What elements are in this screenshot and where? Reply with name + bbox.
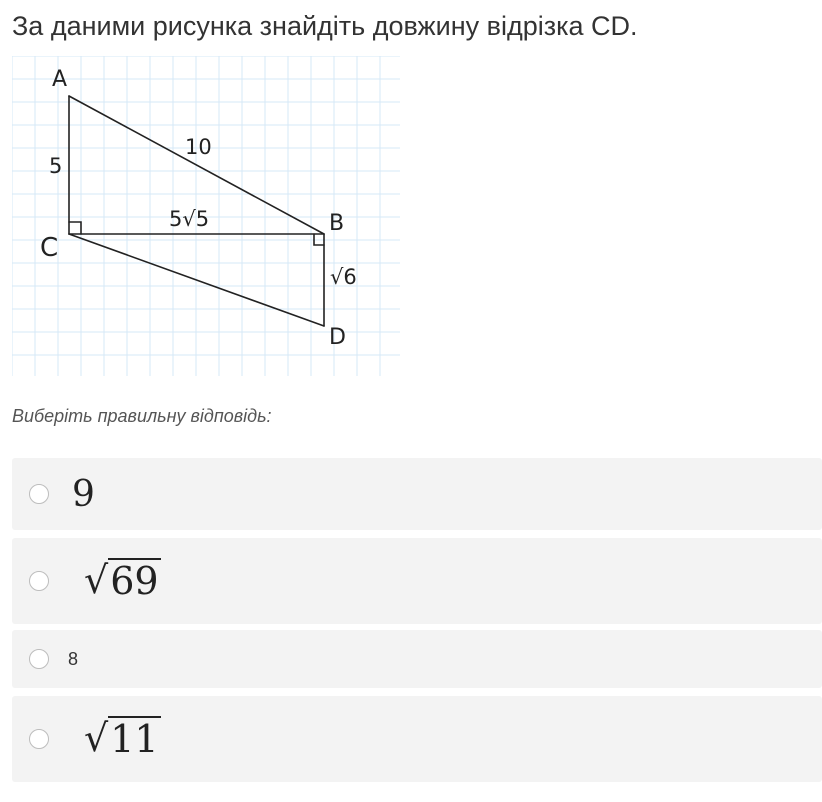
option-1-label: 9 [72,474,95,515]
sqrt-symbol: √ [84,558,109,602]
sqrt-symbol: √ [84,716,109,760]
option-2-label: 69 [110,559,159,603]
option-3[interactable] [12,630,822,688]
label-ac: 5 [49,154,63,178]
label-bd: √6 [330,265,357,289]
point-a-label: A [52,67,68,92]
option-4-radio[interactable] [29,729,49,749]
question-text: За даними рисунка знайдіть довжину відрізка CD. [12,11,638,41]
point-d-label: D [329,325,346,350]
label-cb: 5√5 [169,207,210,231]
option-4[interactable] [12,696,822,782]
option-4-label: 11 [110,717,159,761]
option-2[interactable] [12,538,822,624]
geometry-figure [12,56,400,376]
option-3-label: 8 [68,649,79,669]
answer-prompt: Виберіть правильну відповідь: [12,406,272,426]
option-4-math [84,716,161,760]
option-2-math [84,558,161,602]
point-c-label: C [40,233,59,263]
option-1-radio[interactable] [29,484,49,504]
label-ab: 10 [185,135,212,159]
point-b-label: B [329,211,345,236]
right-angle-c [69,222,81,234]
option-3-radio[interactable] [29,649,49,669]
option-2-radio[interactable] [29,571,49,591]
option-1[interactable] [12,458,822,530]
